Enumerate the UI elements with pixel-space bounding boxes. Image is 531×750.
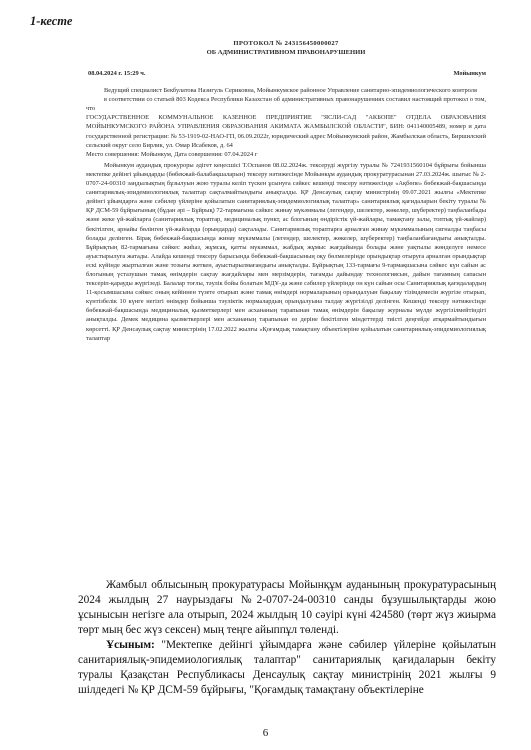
protocol-title: ПРОТОКОЛ № 243156450000027 (233, 40, 339, 47)
main-text (78, 578, 496, 698)
protocol-date: 08.04.2024 г. 15:29 ч. (88, 70, 146, 77)
protocol-place: Мойынкум (453, 70, 486, 77)
protocol-date-row (86, 69, 486, 78)
main-paragraph-fine: Жамбыл облысының прокуратурасы Мойынқұм ауданының прокуратурасының 2024 жылдың 27 наурыздағы №2-0707-24-00310 санды бұзушылықтарды жою ұсынысын негізге ала отырып, 2024 жылдың 10 сәуірі күні 424580 (төрт жүз жиырма төрт мың бес жүз сексен) мың теңге айыппұл төленді. (78, 579, 496, 636)
recommendation-label: Ұсыным: (106, 639, 155, 651)
protocol-subtitle: ОБ АДМИНИСТРАТИВНОМ ПРАВОНАРУШЕНИИ (206, 48, 366, 56)
page-number: 6 (262, 727, 269, 739)
protocol-legal-basis-paragraph: в соответствии со статьей 803 Кодекса Республики Казахстан об административных правонарушениях составил настоящий протокол о том, что (86, 96, 486, 113)
main-paragraph-recommendation (78, 638, 496, 698)
recommendation-text: "Мектепке дейінгі ұйымдарға және сәбилер үйлеріне қойылатын санитариялық-эпидемиологиялық талаптар" санитариялық қағидаларын бекіту туралы Қазақстан Республикасы Денсаулық сақтау министрінің 2021 жылғы 9 шілдедегі № ҚР ДСМ-59 бұйрығы, "Қоғамдық тамақтану объектілеріне (78, 639, 496, 696)
protocol-officer-paragraph: Ведущий специалист Бекбулатова Назигуль Сериковна, Мойынкумское районное Управление санитарно-эпидемиологического контроля (104, 87, 477, 95)
protocol-body-paragraph: Мойынкум аудандық прокуроры әдігет кеңесшісі Т.Оспанов 08.02.2024ж. тексеруді жүргізу туралы № 7241931560104 бұйрығы бойынша мектепке дейінгі ұйымдарды (бөбекжай-балабақшаларын) тексеру нәтижесінде Мойынкұм аудандық прокуратурасынан 27.03.2024ж. шығыс № 2-0707-24-00310 заңдылықтың бұзылуын жою туралы келіп түскен ұсынуға сәйкес кешенді тексеру нәтижесінде «Ақбөпе» бөбекжай-бақшасында санитариялық-эпидемиологиялық талаптар сақталмайтындығы анықталды. ҚР Денсаулық сақтау министрінің 09.07.2021 жылғы «Мектепке дейінгі ұйымдарға және сәбилер үйлеріне қойылатын санитариялық-эпидемиологиялық талаптар» санитариялық қағидаларын бекіту туралы № ҚР ДСМ-59 бұйрығының (бұдан әрі – Бұйрық) 72-тармағына сәйкес жинау мүкәммалы (легендер, шелектер, жөкелер, шүберектер) таңбаланбады және жеке үй-жайларға (санитариялық тораптар, медициналық пункт, ас блогының өндірістік үй-жайлары, тамақтану залы, топтық үй-жайлар) бекітілген, арнайы бөлінген үй-жайларда (орындарда) сақталады. Санитариялық тораптарға арналған жинау мүкәммалының сигналды таңбасы болады делінген. Бірақ бөбекжай-бақшасында жинау мүкәммалы (легендер, шелектер, жөкелер, шүберектер) таңбаланбағандығы анықталды. Бұйрықтың 82-тармағына сәйкес жиһаз, жұмсақ, қатты мүкәммал, жабдық жұмыс жағдайында болады және уақтылы жөнделуге немесе ауыстырылуға жатады. Алайда кешенді тексеру барысында бөбекжай-бақшасының оқу бөлмелерінде орындықтар отыруға арналған орындықтар ескі күйінде жыртылған және тозығы жеткен, ауыстырылмағандығы анықталды. Бұйрықтың 133-тармағы 9-тармақшасына сәйкес күн сайын ас блогының үстазушын тамақ өнімдерін сақтау жағдайлары мен мерзімдерін, тағамды дайындау технологиясын, дайын тағамның сапасын тексеріп-қарауды жүргізеді. Балалар тоғлы, тәулік бойы болатын МДҰ-да және сәбилер үйлерінде он күн сайын осы Санитариялық қағидалардың 11-қосымшасына сәйкес оның кейіннен түзете отырып және тамақ өнімдері нормаларының орындалуын бақылау тізімдемесін жүргізе отырып, күнтізбелік 10 күнге негізгі өнімдер бойынша тәуліктік нормалардың орындалуына талдау жүргізілді делінген. Кешенді тексеру нәтижесінде бөбекжай-бақшасында медициналық қызметкерлері мен асхананың тарапынан тамақ өнімдерін бақылау журналы мүлде жүргізілмейтіндігі анықталды. Демек медицина қызметкерлері мен асхананың тарапынан өз дерiне бекiтiлген мiндеттерді тиiстi деңгейде атқармайтындығын көрсетті. ҚР Денсаулық сақтау министрінің 17.02.2022 жылғы «Қоғамдық тамақтану объектілеріне қойылатын санитариялық-эпидемиологиялық талаптар (86, 161, 486, 342)
protocol-entity-paragraph: ГОСУДАРСТВЕННОЕ КОММУНАЛЬНОЕ КАЗЕННОЕ ПРЕДПРИЯТИЕ "ЯСЛИ-САД "АКБОПЕ" ОТДЕЛА ОБРАЗОВАНИЯ МОЙЫНКУМСКОГО РАЙОНА УПРАВЛЕНИЯ ОБРАЗОВАНИЯ АКИМАТА ЖАМБЫЛСКОЙ ОБЛАСТИ", БИН: 041140005489, номер и дата государственной регистрации: № 53-1919-02-НАО-ГП, 06.09.2022г, юридический адрес Мойынкумский район, Жамбылская область, Биршилский сельский округ село Бирлик, ул. Омар Исабеков, д. 64 (86, 114, 486, 149)
appendix-label: 1-кесте (30, 14, 73, 28)
scanned-protocol (86, 40, 486, 343)
protocol-place-paragraph: Место совершения: Мойынкум, Дата совершения: 07.04.2024 г (86, 150, 258, 158)
